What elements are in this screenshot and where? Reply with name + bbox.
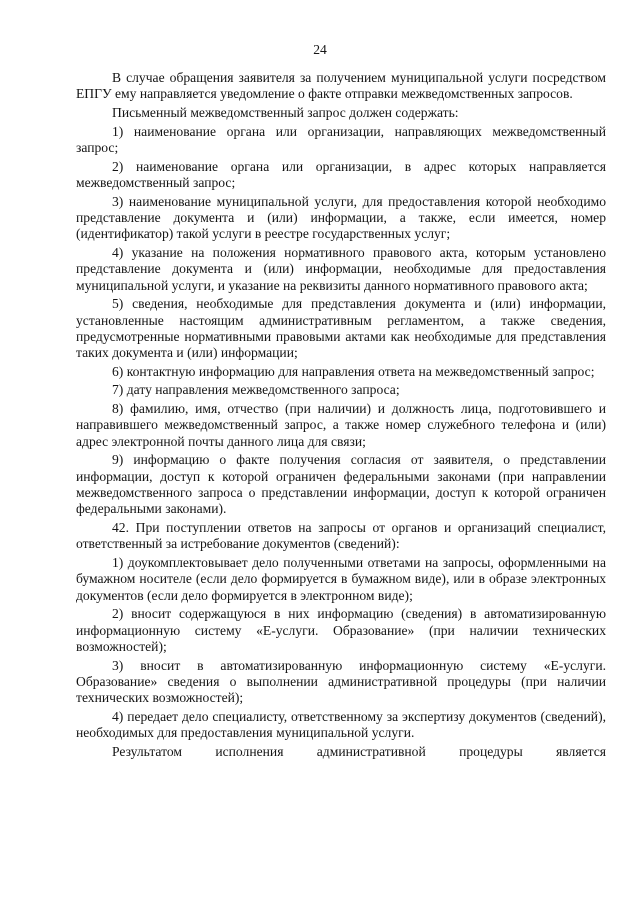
- list-item-1: 1) наименование органа или организации, направляющих межведомственный запрос;: [76, 123, 606, 155]
- paragraph-section-42: 42. При поступлении ответов на запросы от органов и организаций специалист, ответственный за истребование документов (сведений):: [76, 520, 606, 552]
- page-number: 24: [313, 42, 327, 57]
- list-item-2: 2) наименование органа или организации, в адрес которых направляется межведомственный запрос;: [76, 158, 606, 190]
- list-item-3: 3) наименование муниципальной услуги, для предоставления которой необходимо представление документа и (или) информации, а также, если имеется, номер (идентификатор) такой услуги в реестре государственных услуг;: [76, 193, 606, 242]
- list-item-42-2: 2) вносит содержащуюся в них информацию (сведения) в автоматизированную информационную систему «Е-услуги. Образование» (при наличии технических возможностей);: [76, 606, 606, 654]
- list-item-42-4: 4) передает дело специалисту, ответственному за экспертизу документов (сведений), необходимых для предоставления муниципальной услуги.: [76, 708, 606, 741]
- document-body: [76, 70, 606, 763]
- list-item-9: 9) информацию о факте получения согласия от заявителя, о представлении информации, доступ к которой ограничен федеральными законами (при направлении межведомственного запроса о представлении информации, доступ к которой ограничен федеральными законами).: [76, 452, 606, 517]
- list-item-4: 4) указание на положения нормативного правового акта, которым установлено представление документа и (или) информации, необходимые для предоставления муниципальной услуги, и указание на реквизиты данного нормативного правового акта;: [76, 244, 606, 293]
- list-item-42-1: 1) доукомплектовывает дело полученными ответами на запросы, оформленными на бумажном носителе (если дело формируется в бумажном виде), или в образе электронных документов (если дело формируется в электронном виде);: [76, 555, 606, 603]
- list-item-5: 5) сведения, необходимые для представления документа и (или) информации, установленные настоящим административным регламентом, а также сведения, предусмотренные нормативными правовыми актами как необходимые для представления таких документа и (или) информации;: [76, 296, 606, 361]
- paragraph-result: Результатом исполнения административной процедуры является: [112, 743, 606, 759]
- list-item-6: 6) контактную информацию для направления ответа на межведомственный запрос;: [112, 363, 595, 379]
- list-item-8: 8) фамилию, имя, отчество (при наличии) и должность лица, подготовившего и направившего межведомственный запрос, а также номер служебного телефона и (или) адрес электронной почты данного лица для связи;: [76, 401, 606, 449]
- paragraph-epgu-notification: В случае обращения заявителя за получением муниципальной услуги посредством ЕПГУ ему направляется уведомление о факте отправки межведомственных запросов.: [76, 70, 606, 102]
- list-item-7: 7) дату направления межведомственного запроса;: [112, 382, 400, 398]
- paragraph-request-contents-intro: Письменный межведомственный запрос должен содержать:: [112, 104, 459, 120]
- list-item-42-3: 3) вносит в автоматизированную информационную систему «Е-услуги. Образование» сведения о выполнении административной процедуры (при наличии технических возможностей);: [76, 657, 606, 706]
